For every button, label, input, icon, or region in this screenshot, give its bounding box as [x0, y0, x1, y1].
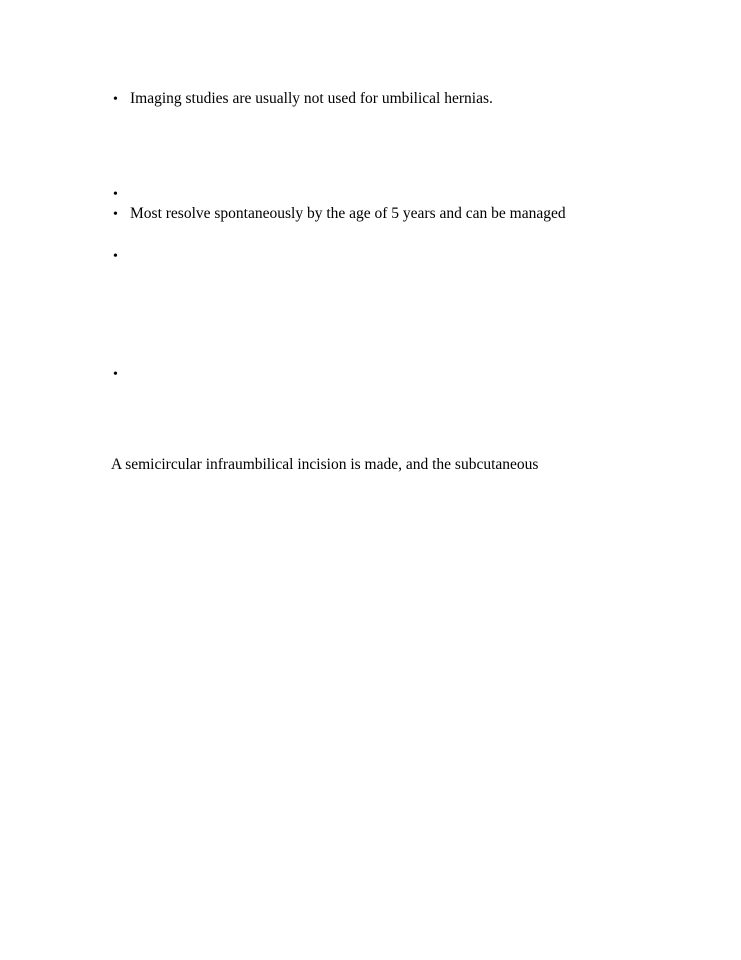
- bullet-marker: •: [113, 187, 118, 202]
- list-item: [113, 364, 130, 384]
- bullet-marker: •: [113, 92, 118, 107]
- list-item-text: Most resolve spontaneously by the age of 5 years and can be managed: [130, 205, 566, 222]
- list-item: [113, 204, 566, 224]
- bullet-marker: •: [113, 367, 118, 382]
- list-item: [113, 89, 493, 109]
- body-paragraph: A semicircular infraumbilical incision is made, and the subcutaneous: [111, 456, 539, 473]
- list-item-text: Imaging studies are usually not used for umbilical hernias.: [130, 90, 493, 107]
- bullet-marker: •: [113, 207, 118, 222]
- list-item: [113, 246, 130, 266]
- list-item: [113, 184, 130, 204]
- bullet-marker: •: [113, 249, 118, 264]
